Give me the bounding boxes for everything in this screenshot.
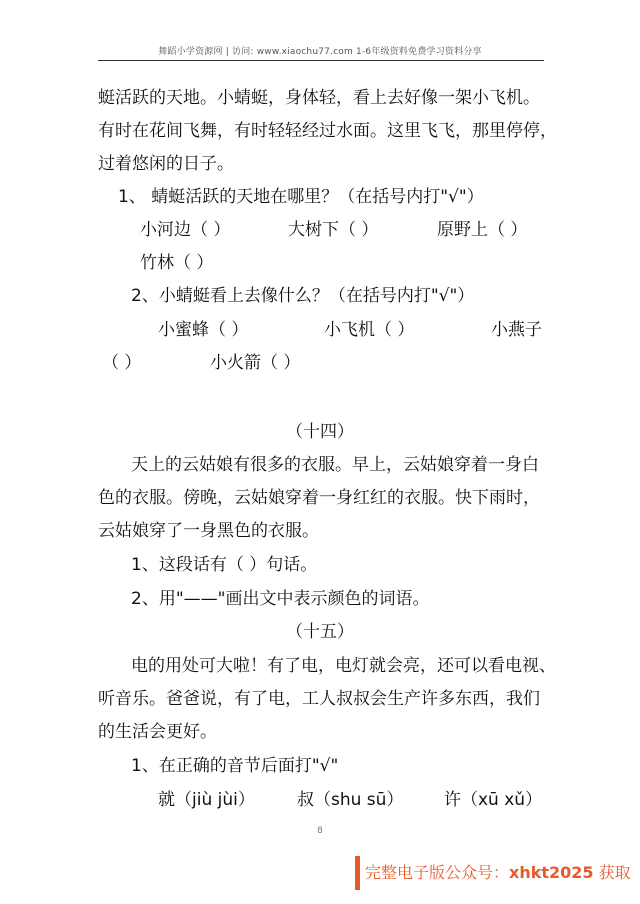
option-item: 小河边（ ）	[140, 220, 231, 240]
paragraph-line: 云姑娘穿了一身黑色的衣服。	[98, 521, 319, 541]
option-item: 小燕子	[491, 320, 542, 340]
page-header: 舞蹈小学资源网 | 访问: www.xiaochu77.com 1-6年级资料免费学习资料分享	[158, 47, 482, 57]
question-line: 1、 蜻蜓活跃的天地在哪里？（在括号内打"√"）	[118, 187, 484, 207]
paragraph-line: 色的衣服。傍晚，云姑娘穿着一身红红的衣服。快下雨时，	[98, 488, 540, 508]
option-item: 大树下（ ）	[288, 220, 379, 240]
section-heading: （十四）	[286, 422, 354, 442]
paragraph-line: 天上的云姑娘有很多的衣服。早上，云姑娘穿着一身白	[131, 455, 539, 475]
promo-banner	[355, 856, 631, 890]
section-heading: （十五）	[286, 622, 354, 642]
paragraph-line: 听音乐。爸爸说，有了电，工人叔叔会生产许多东西，我们	[98, 689, 540, 709]
paragraph-line: 过着悠闲的日子。	[98, 154, 234, 174]
option-item: 小飞机（ ）	[324, 320, 415, 340]
question-line: 1、这段话有（ ）句话。	[131, 555, 318, 575]
header-rule	[98, 60, 544, 61]
banner-prefix: 完整电子版公众号：	[365, 863, 510, 882]
option-item: 小火箭（ ）	[210, 353, 301, 373]
banner-code: xhkt2025	[509, 863, 594, 882]
option-item: 叔（shu sū）	[297, 790, 404, 810]
option-item: 就（jiù jùi）	[158, 790, 255, 810]
question-line: 1、在正确的音节后面打"√"	[131, 756, 339, 776]
option-item: 许（xū xǔ）	[444, 790, 543, 810]
paragraph-line: 有时在花间飞舞，有时轻轻经过水面。这里飞飞，那里停停，	[98, 121, 557, 141]
question-line: 2、小蜻蜓看上去像什么？（在括号内打"√"）	[131, 286, 475, 306]
paragraph-line: 电的用处可大啦！有了电，电灯就会亮，还可以看电视、	[131, 656, 556, 676]
option-item: 原野上（ ）	[437, 220, 528, 240]
paragraph-line: 的生活会更好。	[98, 722, 217, 742]
paragraph-line: 蜓活跃的天地。小蜻蜓，身体轻，看上去好像一架小飞机。	[98, 88, 540, 108]
banner-suffix: 获取	[593, 863, 631, 882]
question-line: 2、用"——"画出文中表示颜色的词语。	[131, 589, 430, 609]
option-item: （ ）	[102, 353, 142, 373]
page-number: 8	[317, 826, 323, 836]
option-item: 小蜜蜂（ ）	[158, 320, 249, 340]
option-item: 竹林（ ）	[140, 253, 214, 273]
